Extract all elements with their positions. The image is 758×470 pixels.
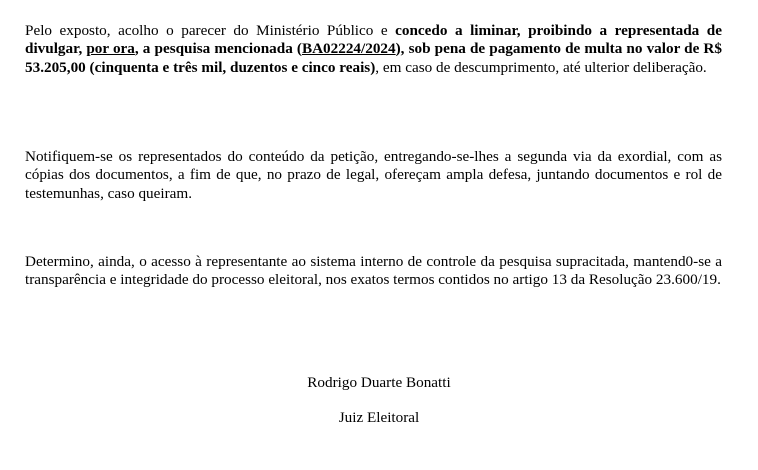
- decision-text-end: , em caso de descumprimento, até ulterior deliberação.: [375, 58, 707, 76]
- paragraph-decision: [25, 22, 722, 77]
- paragraph-determination: Determino, ainda, o acesso à representante ao sistema interno de controle da pesquisa supracitada, mantend0-se a transparência e integridade do processo eleitoral, nos exatos termos contidos no artigo 13 da Resolução 23.600/19.: [25, 253, 722, 289]
- decision-text-underlined-por-ora: por ora: [86, 40, 135, 58]
- decision-text-bold-2: , a pesquisa mencionada (: [134, 40, 302, 58]
- decision-text-intro: Pelo exposto, acolho o parecer do Ministério Público e: [25, 22, 396, 39]
- signature-name: Rodrigo Duarte Bonatti: [307, 374, 451, 391]
- survey-registration-number: BA02224/2024: [301, 40, 396, 58]
- paragraph-notification: Notifiquem-se os representados do conteúdo da petição, entregando-se-lhes a segunda via da exordial, com as cópias dos documentos, a fim de que, no prazo de legal, ofereçam ampla defesa, juntando documentos e rol de testemunhas, caso queiram.: [25, 148, 722, 202]
- decision-text-bold-3: ), sob pena de pagamento de multa no valor de R$ 53.205,00 (cinquenta e três mil, duzentos e cinco reais): [25, 40, 722, 76]
- decision-text-bold-1: concedo a liminar, proibindo a representada de divulgar,: [25, 22, 722, 58]
- signature-title: Juiz Eleitoral: [338, 409, 420, 426]
